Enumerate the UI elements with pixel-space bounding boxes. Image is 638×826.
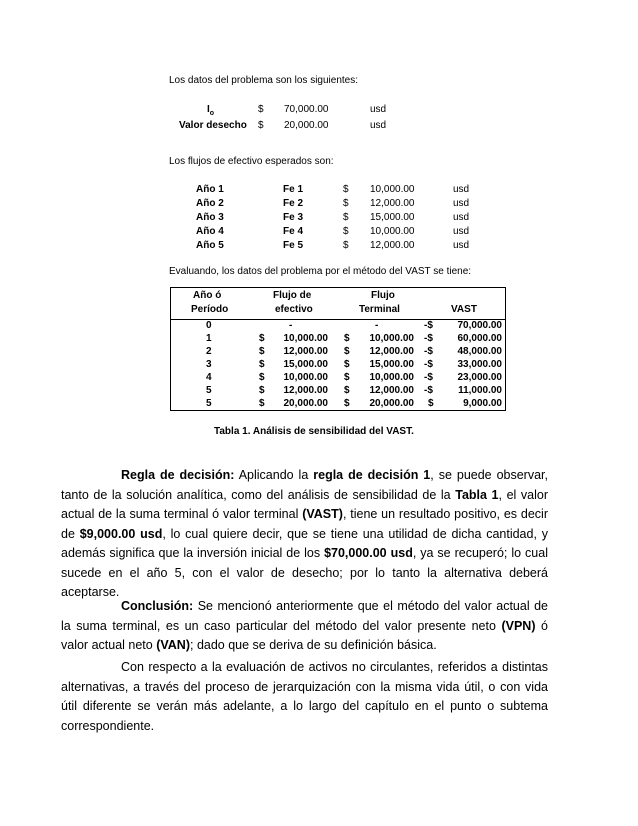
cell-period: 0 [206, 320, 212, 331]
cell-vast: 9,000.00 [463, 398, 502, 409]
salvage-unit: usd [370, 120, 387, 131]
intro-line: Los datos del problema son los siguientes: [169, 75, 359, 86]
flow-currency: $ [343, 184, 349, 195]
cell-terminal: 10,000.00 [369, 372, 414, 383]
flow-fe: Fe 2 [283, 198, 304, 209]
cell-flow: 15,000.00 [283, 359, 328, 370]
cell-flow: 12,000.00 [283, 385, 328, 396]
cell-currency-1: $ [259, 398, 265, 409]
cell-currency-3: -$ [424, 385, 433, 396]
cell-vast: 23,000.00 [457, 372, 502, 383]
flow-unit: usd [453, 226, 470, 237]
flow-currency: $ [343, 212, 349, 223]
cell-currency-1: $ [259, 385, 265, 396]
flow-year: Año 4 [196, 226, 224, 237]
cell-period: 5 [206, 385, 212, 396]
table-row [171, 385, 505, 398]
flow-unit: usd [453, 184, 470, 195]
decision-paragraph: Regla de decisión: Aplicando la regla de decisión 1, se puede observar, tanto de la solución analítica, como del análisis de sensibilidad de la Tabla 1, el valor actual de la suma terminal ó valor terminal (VAST), tiene un resultado positivo, es decir de $9,000.00 usd, lo cual quiere decir, que se tiene una utilidad de dicha cantidad, y además significa que la inversión inicial de los $70,000.00 usd, ya se recuperó; lo cual sucede en el año 5, con el valor de desecho; por lo tanto la alternativa deberá aceptarse. [61, 468, 548, 599]
flow-fe: Fe 5 [283, 240, 304, 251]
table-caption: Tabla 1. Análisis de sensibilidad del VAST. [214, 426, 414, 437]
flows-line: Los flujos de efectivo esperados son: [169, 156, 334, 167]
cell-period: 4 [206, 372, 212, 383]
cell-currency-3: -$ [424, 372, 433, 383]
cell-terminal: 15,000.00 [369, 359, 414, 370]
salvage-amount: 20,000.00 [284, 120, 329, 131]
cell-terminal: - [375, 320, 379, 331]
cell-period: 5 [206, 398, 212, 409]
flow-year: Año 3 [196, 212, 224, 223]
flow-unit: usd [453, 240, 470, 251]
cell-currency-2: $ [344, 359, 350, 370]
flow-amount: 12,000.00 [370, 240, 415, 251]
cell-currency-2: $ [344, 398, 350, 409]
cell-flow: 10,000.00 [283, 372, 328, 383]
flow-currency: $ [343, 240, 349, 251]
final-paragraph: Con respecto a la evaluación de activos no circulantes, referidos a distintas alternativas, a través del proceso de jerarquización con la misma vida útil, o con vida útil diferente se verán más adelante, a lo largo del capítulo en el punto o subtema correspondiente. [61, 660, 548, 733]
flow-fe: Fe 4 [283, 226, 304, 237]
eval-line: Evaluando, los datos del problema por el método del VAST se tiene: [169, 266, 472, 277]
cell-flow: 12,000.00 [283, 346, 328, 357]
cell-currency-1: $ [259, 372, 265, 383]
cell-currency-1: $ [259, 359, 265, 370]
flow-year: Año 1 [196, 184, 224, 195]
flow-amount: 10,000.00 [370, 184, 415, 195]
cell-period: 1 [206, 333, 212, 344]
flow-amount: 12,000.00 [370, 198, 415, 209]
cell-currency-2: $ [344, 372, 350, 383]
conclusion-heading: Conclusión: [121, 599, 194, 613]
table-row [171, 359, 505, 372]
cell-period: 2 [206, 346, 212, 357]
header-terminal-l2: Terminal [359, 304, 400, 315]
header-terminal-l1: Flujo [371, 290, 395, 301]
cell-vast: 60,000.00 [457, 333, 502, 344]
header-period-l2: Período [191, 304, 229, 315]
cell-currency-1: $ [259, 333, 265, 344]
flow-amount: 15,000.00 [370, 212, 415, 223]
cell-terminal: 10,000.00 [369, 333, 414, 344]
salvage-label: Valor desecho [179, 120, 247, 131]
flow-year: Año 2 [196, 198, 224, 209]
cell-currency-3: -$ [424, 333, 433, 344]
cell-flow: 20,000.00 [283, 398, 328, 409]
table-row [171, 346, 505, 359]
cell-terminal: 12,000.00 [369, 385, 414, 396]
cell-period: 3 [206, 359, 212, 370]
investment-currency: $ [258, 104, 264, 115]
cell-currency-3: -$ [424, 346, 433, 357]
header-flow-l1: Flujo de [273, 290, 312, 301]
flow-unit: usd [453, 212, 470, 223]
cell-vast: 33,000.00 [457, 359, 502, 370]
flow-fe: Fe 1 [283, 184, 304, 195]
header-flow-l2: efectivo [275, 304, 313, 315]
table-row [171, 320, 505, 333]
flow-currency: $ [343, 226, 349, 237]
cell-currency-2: $ [344, 385, 350, 396]
flow-unit: usd [453, 198, 470, 209]
table-row [171, 372, 505, 385]
cell-flow: - [289, 320, 293, 331]
cell-currency-3: $ [428, 398, 434, 409]
investment-unit: usd [370, 104, 387, 115]
investment-amount: 70,000.00 [284, 104, 329, 115]
cell-flow: 10,000.00 [283, 333, 328, 344]
cell-vast: 11,000.00 [458, 385, 502, 396]
cell-vast: 70,000.00 [457, 320, 502, 331]
flow-currency: $ [343, 198, 349, 209]
cell-currency-3: -$ [424, 320, 433, 331]
flow-amount: 10,000.00 [370, 226, 415, 237]
table-row [171, 398, 505, 411]
cell-currency-1: $ [259, 346, 265, 357]
cell-currency-3: -$ [424, 359, 433, 370]
cell-terminal: 20,000.00 [369, 398, 414, 409]
header-period-l1: Año ó [193, 290, 222, 301]
flow-year: Año 5 [196, 240, 224, 251]
investment-label-sub: o [209, 110, 215, 117]
vast-table [170, 287, 506, 411]
header-vast: VAST [451, 304, 477, 315]
investment-label: $I_o$ [207, 104, 215, 117]
conclusion-paragraph: Conclusión: Se mencionó anteriormente que el método del valor actual de la suma terminal, es un caso particular del método del valor presente neto (VPN) ó valor actual neto (VAN); dado que se deriva de su definición básica. [61, 599, 548, 652]
flow-fe: Fe 3 [283, 212, 304, 223]
cell-currency-2: $ [344, 346, 350, 357]
cell-terminal: 12,000.00 [369, 346, 414, 357]
salvage-currency: $ [258, 120, 264, 131]
cell-vast: 48,000.00 [457, 346, 502, 357]
cell-currency-2: $ [344, 333, 350, 344]
decision-heading: Regla de decisión: [121, 468, 235, 482]
table-row [171, 333, 505, 346]
